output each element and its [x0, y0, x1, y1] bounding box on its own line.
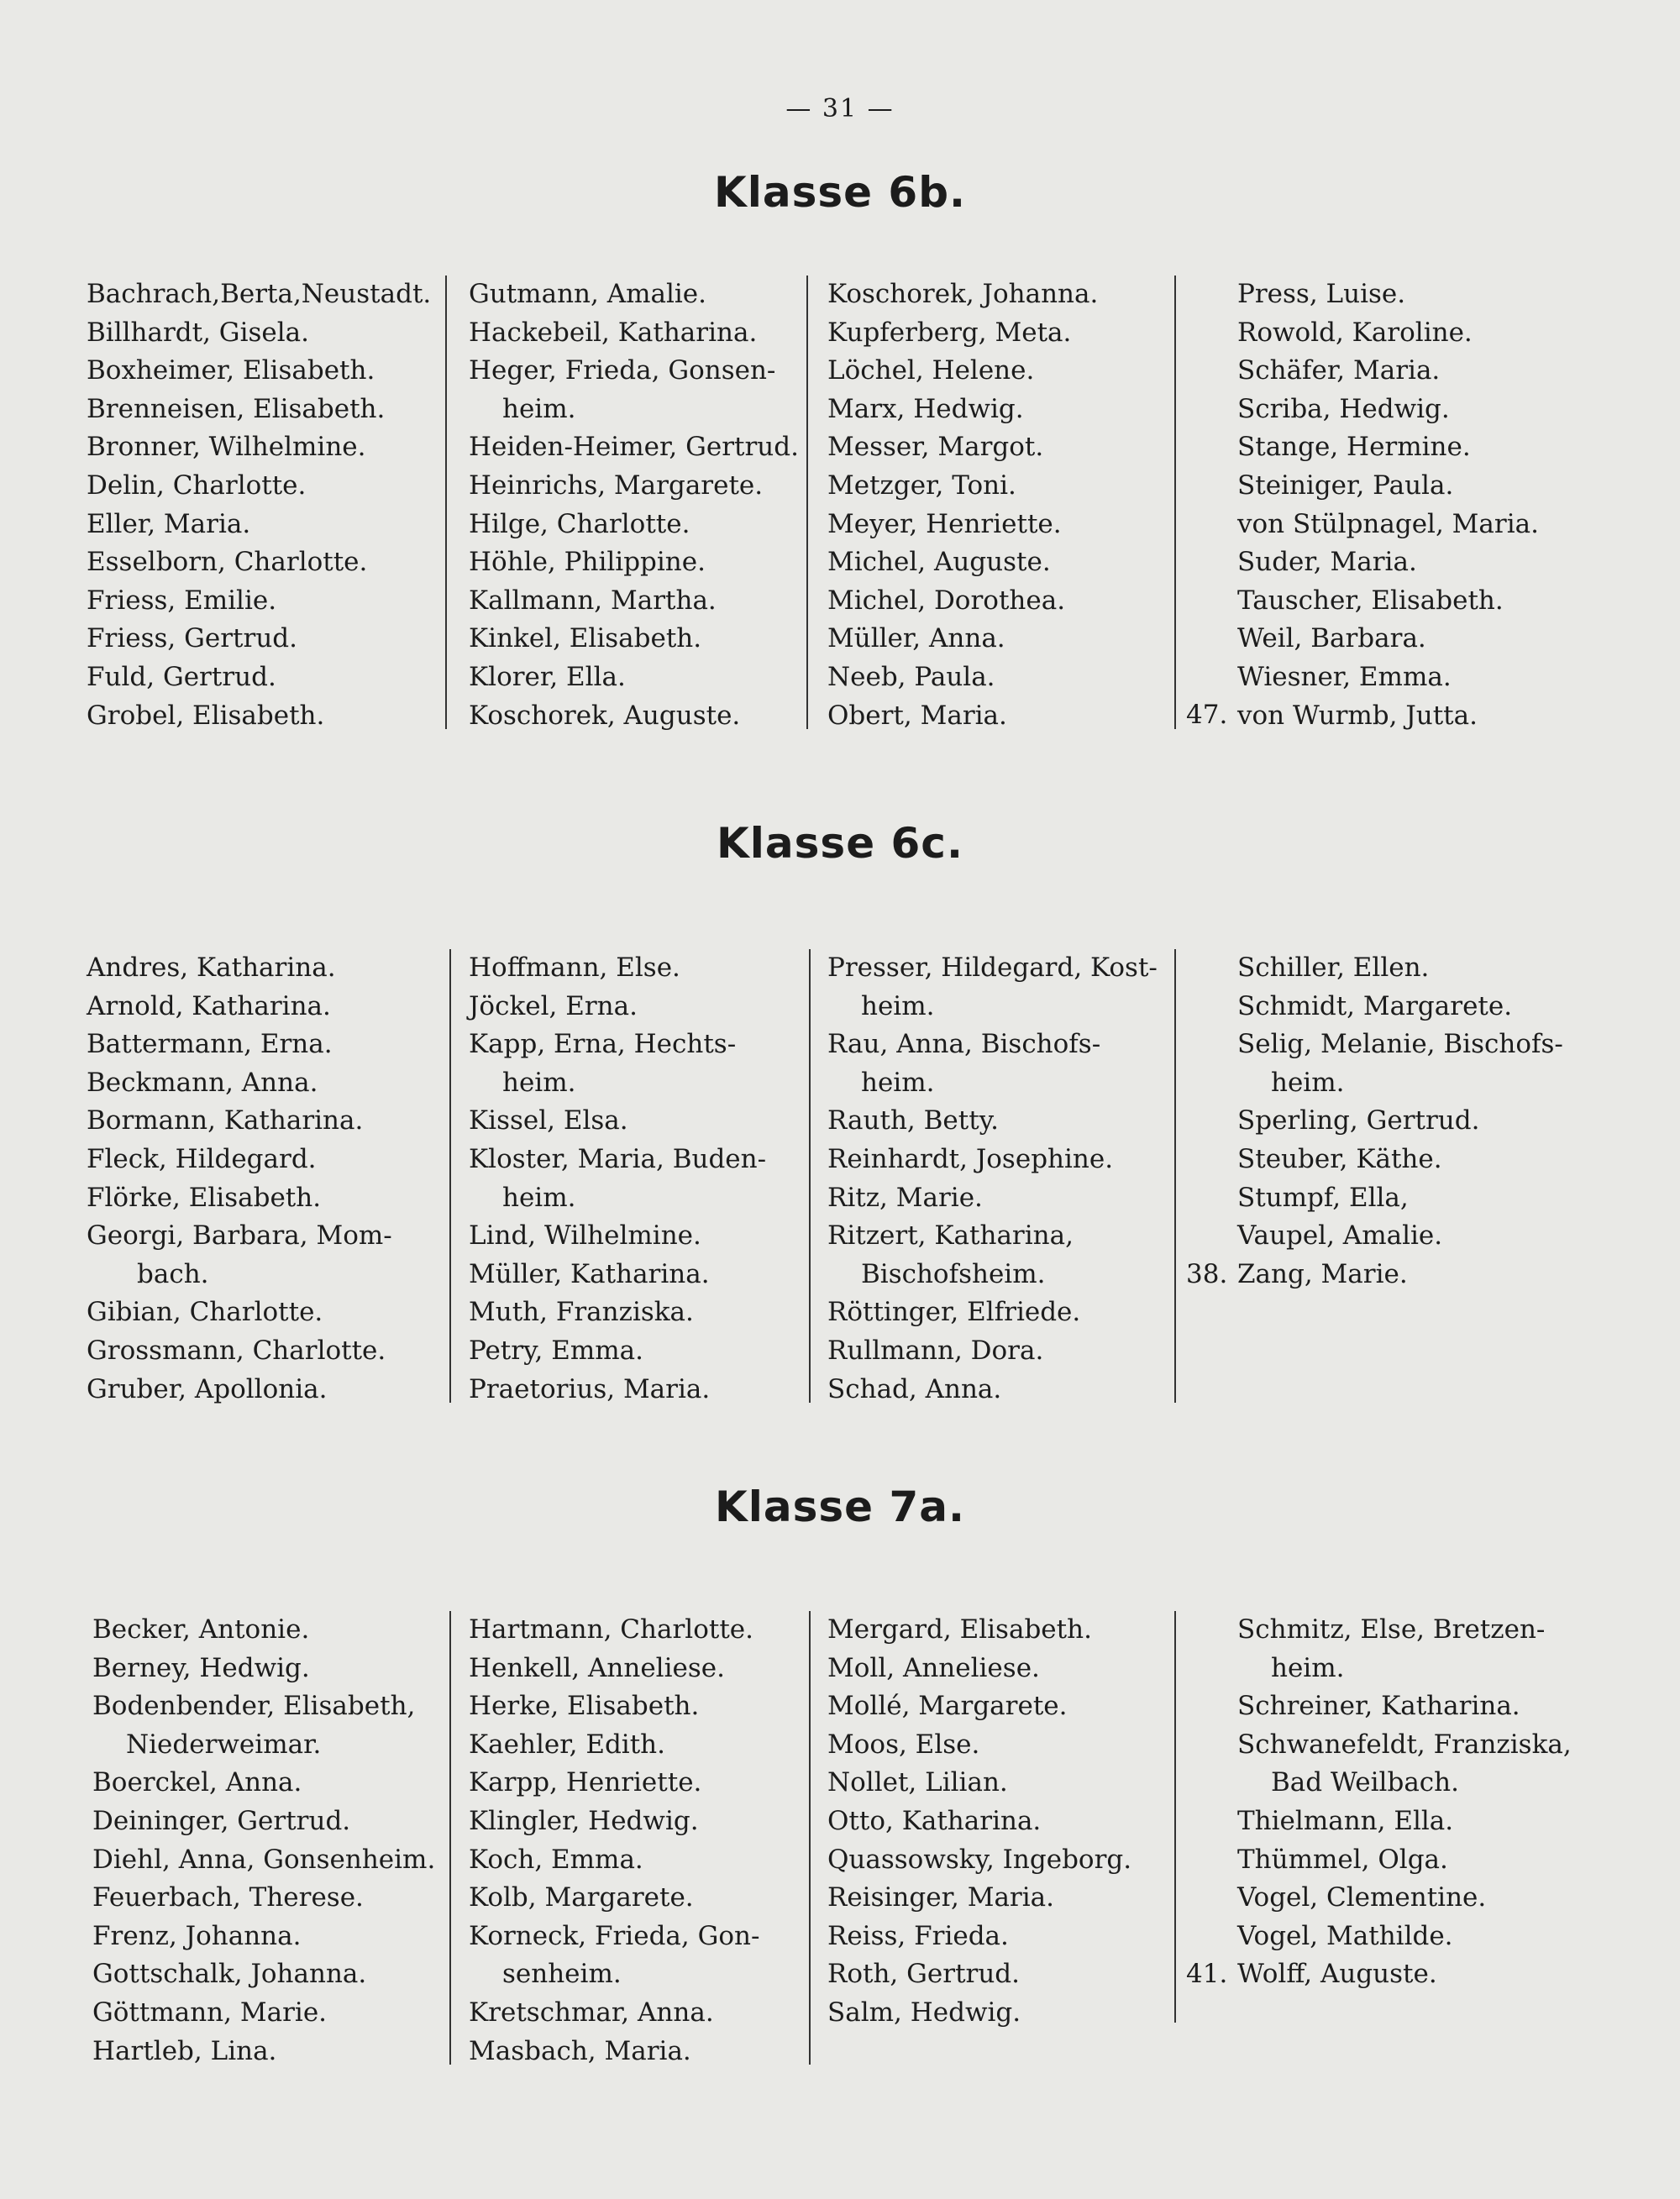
name-column-4	[1237, 276, 1539, 735]
student-name: Kupferberg, Meta.	[827, 317, 1072, 348]
student-name: Bronner, Wilhelmine.	[87, 432, 366, 463]
column-divider	[449, 1611, 451, 2065]
student-name: Boxheimer, Elisabeth.	[87, 355, 375, 386]
student-name: Vogel, Mathilde.	[1237, 1920, 1453, 1951]
student-name: Messer, Margot.	[827, 432, 1044, 463]
student-name: Stumpf, Ella,	[1237, 1182, 1409, 1213]
student-name: Eller, Maria.	[87, 508, 251, 539]
student-name: Kloster, Maria, Buden-	[469, 1143, 767, 1174]
student-name: Becker, Antonie.	[92, 1614, 310, 1645]
student-name: Kolb, Margarete.	[469, 1882, 694, 1913]
name-column-2	[469, 276, 799, 735]
student-name: Billhardt, Gisela.	[87, 317, 309, 348]
student-name: Röttinger, Elfriede.	[827, 1297, 1081, 1328]
student-name: Vogel, Clementine.	[1237, 1882, 1487, 1913]
student-name: Heinrichs, Margarete.	[469, 470, 764, 501]
name-column-1	[92, 1611, 435, 2070]
student-name: Esselborn, Charlotte.	[87, 547, 368, 578]
student-name: Mergard, Elisabeth.	[827, 1614, 1092, 1645]
student-name: Vaupel, Amalie.	[1237, 1220, 1443, 1252]
section-7a	[0, 1611, 1680, 2199]
student-name-continuation: heim.	[861, 990, 935, 1021]
column-divider	[809, 1611, 811, 2065]
name-column-1	[87, 276, 431, 735]
student-name: Reiss, Frieda.	[827, 1920, 1009, 1951]
name-column-3	[827, 1611, 1131, 2033]
student-name: Koschorek, Auguste.	[469, 700, 741, 731]
column-divider	[1174, 1611, 1176, 2023]
student-name: Schäfer, Maria.	[1237, 355, 1441, 386]
student-name: Beckmann, Anna.	[87, 1067, 318, 1098]
student-name: Rowold, Karoline.	[1237, 317, 1473, 348]
student-name: Sperling, Gertrud.	[1237, 1105, 1480, 1136]
student-name: Klingler, Hedwig.	[469, 1805, 699, 1836]
student-name: Lind, Wilhelmine.	[469, 1220, 701, 1252]
student-name: Reinhardt, Josephine.	[827, 1143, 1114, 1174]
student-name: Battermann, Erna.	[87, 1029, 333, 1060]
student-name: Wiesner, Emma.	[1237, 661, 1452, 692]
student-name: Herke, Elisabeth.	[469, 1691, 700, 1722]
student-name: Koch, Emma.	[469, 1844, 643, 1875]
student-name-continuation: heim.	[502, 1182, 576, 1213]
student-name: Fleck, Hildegard.	[87, 1143, 317, 1174]
student-name: Moll, Anneliese.	[827, 1652, 1040, 1683]
student-name: Roth, Gertrud.	[827, 1959, 1021, 1990]
student-name: Friess, Emilie.	[87, 585, 277, 616]
student-name: Arnold, Katharina.	[87, 990, 331, 1021]
column-divider	[806, 276, 808, 729]
student-name: Metzger, Toni.	[827, 470, 1016, 501]
student-name: Thümmel, Olga.	[1237, 1844, 1448, 1875]
student-name: Müller, Anna.	[827, 623, 1005, 654]
student-name: Schwanefeldt, Franziska,	[1237, 1729, 1572, 1760]
page-number: — 31 —	[785, 94, 895, 123]
student-name: Schmidt, Margarete.	[1237, 990, 1513, 1021]
student-name: Jöckel, Erna.	[469, 990, 638, 1021]
student-name: Quassowsky, Ingeborg.	[827, 1844, 1132, 1875]
student-name: Göttmann, Marie.	[92, 1997, 328, 2028]
student-name-continuation: heim.	[1271, 1652, 1345, 1683]
section-title-7a: Klasse 7a.	[715, 1483, 965, 1531]
student-name: Feuerbach, Therese.	[92, 1882, 364, 1913]
student-name: Obert, Maria.	[827, 700, 1007, 731]
student-name: Bachrach,Berta,Neustadt.	[87, 279, 432, 309]
name-column-4	[1237, 1611, 1572, 1994]
student-name: Fuld, Gertrud.	[87, 661, 276, 692]
student-name: Deininger, Gertrud.	[92, 1805, 351, 1836]
student-name: Karpp, Henriette.	[469, 1767, 702, 1798]
student-name: Heiden-Heimer, Gertrud.	[469, 432, 799, 463]
student-name-continuation: bach.	[137, 1258, 209, 1289]
student-name: Zang, Marie.	[1237, 1258, 1408, 1289]
student-name: Mollé, Margarete.	[827, 1691, 1068, 1722]
section-title-6b: Klasse 6b.	[713, 168, 967, 217]
name-column-3	[827, 949, 1158, 1409]
student-name-continuation: heim.	[1271, 1067, 1345, 1098]
student-name: Rau, Anna, Bischofs-	[827, 1029, 1101, 1060]
student-name: Boerckel, Anna.	[92, 1767, 302, 1798]
student-name: Bormann, Katharina.	[87, 1105, 364, 1136]
student-name: Höhle, Philippine.	[469, 547, 706, 578]
student-name: Hartleb, Lina.	[92, 2035, 277, 2066]
student-name: von Stülpnagel, Maria.	[1237, 508, 1539, 539]
section-6b	[0, 276, 1680, 863]
class-count: 47.	[1186, 700, 1228, 730]
student-name: Hoffmann, Else.	[469, 953, 680, 983]
student-name-continuation: senheim.	[502, 1959, 622, 1990]
class-count: 41.	[1186, 1959, 1228, 1989]
student-name: Kinkel, Elisabeth.	[469, 623, 702, 654]
student-name: Otto, Katharina.	[827, 1805, 1042, 1836]
column-divider	[1174, 949, 1176, 1403]
student-name: Praetorius, Maria.	[469, 1373, 711, 1404]
student-name: Scriba, Hedwig.	[1237, 393, 1450, 424]
name-column-4	[1237, 949, 1563, 1294]
student-name: Koschorek, Johanna.	[827, 279, 1099, 309]
student-name: Neeb, Paula.	[827, 661, 995, 692]
student-name: Rauth, Betty.	[827, 1105, 999, 1136]
student-name: Andres, Katharina.	[87, 953, 336, 983]
student-name: Michel, Dorothea.	[827, 585, 1066, 616]
student-name: Schmitz, Else, Bretzen-	[1237, 1614, 1546, 1645]
student-name-continuation: Bad Weilbach.	[1271, 1767, 1459, 1798]
name-column-3	[827, 276, 1098, 735]
student-name: Brenneisen, Elisabeth.	[87, 393, 386, 424]
student-name: von Wurmb, Jutta.	[1237, 700, 1478, 731]
student-name: Presser, Hildegard, Kost-	[827, 953, 1158, 983]
student-name: Friess, Gertrud.	[87, 623, 297, 654]
student-name: Rullmann, Dora.	[827, 1335, 1044, 1366]
student-name: Thielmann, Ella.	[1237, 1805, 1454, 1836]
student-name: Kissel, Elsa.	[469, 1105, 628, 1136]
column-divider	[449, 949, 451, 1403]
student-name: Kaehler, Edith.	[469, 1729, 665, 1760]
column-divider	[445, 276, 447, 729]
column-divider	[809, 949, 811, 1403]
student-name: Weil, Barbara.	[1237, 623, 1426, 654]
student-name: Kallmann, Martha.	[469, 585, 717, 616]
section-title-6c: Klasse 6c.	[717, 819, 963, 868]
student-name: Marx, Hedwig.	[827, 393, 1024, 424]
student-name: Diehl, Anna, Gonsenheim.	[92, 1844, 436, 1875]
name-column-1	[87, 949, 392, 1409]
student-name: Kretschmar, Anna.	[469, 1997, 714, 2028]
student-name: Michel, Auguste.	[827, 547, 1051, 578]
student-name: Wolff, Auguste.	[1237, 1959, 1437, 1990]
section-6c	[0, 949, 1680, 1537]
student-name: Steiniger, Paula.	[1237, 470, 1454, 501]
student-name: Masbach, Maria.	[469, 2035, 691, 2066]
student-name-continuation: heim.	[502, 393, 576, 424]
student-name: Salm, Hedwig.	[827, 1997, 1021, 2028]
student-name: Meyer, Henriette.	[827, 508, 1062, 539]
student-name: Petry, Emma.	[469, 1335, 643, 1366]
student-name-continuation: heim.	[861, 1067, 935, 1098]
student-name: Berney, Hedwig.	[92, 1652, 310, 1683]
student-name: Ritz, Marie.	[827, 1182, 983, 1213]
student-name-continuation: Niederweimar.	[126, 1729, 322, 1760]
student-name: Henkell, Anneliese.	[469, 1652, 725, 1683]
student-name: Kapp, Erna, Hechts-	[469, 1029, 737, 1060]
student-name: Korneck, Frieda, Gon-	[469, 1920, 760, 1951]
class-count: 38.	[1186, 1259, 1228, 1289]
name-column-2	[469, 1611, 759, 2070]
student-name: Ritzert, Katharina,	[827, 1220, 1074, 1252]
student-name: Klorer, Ella.	[469, 661, 626, 692]
student-name: Grobel, Elisabeth.	[87, 700, 325, 731]
student-name: Delin, Charlotte.	[87, 470, 307, 501]
student-name: Gruber, Apollonia.	[87, 1373, 328, 1404]
student-name: Moos, Else.	[827, 1729, 980, 1760]
student-name: Hilge, Charlotte.	[469, 508, 690, 539]
student-name: Gottschalk, Johanna.	[92, 1959, 367, 1990]
student-name: Frenz, Johanna.	[92, 1920, 302, 1951]
student-name: Schad, Anna.	[827, 1373, 1002, 1404]
student-name: Steuber, Käthe.	[1237, 1143, 1442, 1174]
student-name: Press, Luise.	[1237, 279, 1406, 309]
student-name: Grossmann, Charlotte.	[87, 1335, 386, 1366]
student-name: Gibian, Charlotte.	[87, 1297, 323, 1328]
student-name: Hartmann, Charlotte.	[469, 1614, 753, 1645]
student-name: Reisinger, Maria.	[827, 1882, 1054, 1913]
student-name: Muth, Franziska.	[469, 1297, 694, 1328]
student-name: Selig, Melanie, Bischofs-	[1237, 1029, 1563, 1060]
student-name: Georgi, Barbara, Mom-	[87, 1220, 392, 1252]
student-name: Hackebeil, Katharina.	[469, 317, 758, 348]
student-name: Suder, Maria.	[1237, 547, 1417, 578]
student-name: Löchel, Helene.	[827, 355, 1035, 386]
student-name: Stange, Hermine.	[1237, 432, 1471, 463]
student-name: Tauscher, Elisabeth.	[1237, 585, 1504, 616]
student-name: Müller, Katharina.	[469, 1258, 710, 1289]
column-divider	[1174, 276, 1176, 729]
name-column-2	[469, 949, 766, 1409]
student-name: Gutmann, Amalie.	[469, 279, 706, 309]
student-name: Flörke, Elisabeth.	[87, 1182, 322, 1213]
student-name: Nollet, Lilian.	[827, 1767, 1008, 1798]
student-name-continuation: Bischofsheim.	[861, 1258, 1046, 1289]
student-name: Heger, Frieda, Gonsen-	[469, 355, 776, 386]
student-name: Schiller, Ellen.	[1237, 953, 1430, 983]
student-name-continuation: heim.	[502, 1067, 576, 1098]
student-name: Bodenbender, Elisabeth,	[92, 1691, 416, 1722]
student-name: Schreiner, Katharina.	[1237, 1691, 1520, 1722]
